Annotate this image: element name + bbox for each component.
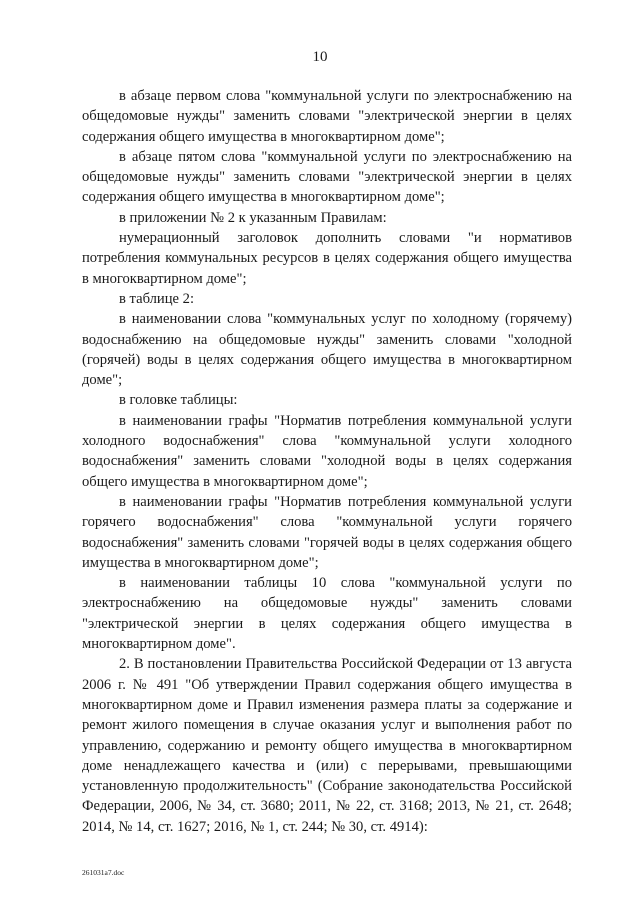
paragraph-9: в наименовании графы "Норматив потребления коммунальной услуги горячего водоснабжения" слова "коммунальной услуги горячего водоснабжения" заменить словами "горячей воды в целях содержания общего имущества в многоквартирном доме"; <box>82 493 572 571</box>
paragraph-6: в наименовании слова "коммунальных услуг по холодному (горячему) водоснабжению на общедомовые нужды" заменить словами "холодной (горячей) воды в целях содержания общего имущества в многоквартирном доме"; <box>82 311 572 389</box>
paragraph-10: в наименовании таблицы 10 слова "коммунальной услуги по электроснабжению на общедомовые нужды" заменить словами "электрической энергии в целях содержания общего имущества в многоквартирном доме". <box>82 575 572 653</box>
paragraph-7: в головке таблицы: <box>119 392 238 409</box>
paragraph-5: в таблице 2: <box>119 290 195 307</box>
paragraph-11: 2. В постановлении Правительства Российской Федерации от 13 августа 2006 г. № 491 "Об утверждении Правил содержания общего имущества в многоквартирном доме и Правил изменения размера платы за содержание и ремонт жилого помещения в случае оказания услуг и выполнения работ по управлению, содержанию и ремонту общего имущества в многоквартирном доме ненадлежащего качества и (или) с перерывами, превышающими установленную продолжительность" (Собрание законодательства Российской Федерации, 2006, № 34, ст. 3680; 2011, № 22, ст. 3168; 2013, № 21, ст. 2648; 2014, № 14, ст. 1627; 2016, № 1, ст. 244; № 30, ст. 4914): <box>82 656 572 835</box>
paragraph-4: нумерационный заголовок дополнить словами "и нормативов потребления коммунальных ресурсов в целях содержания общего имущества в многоквартирном доме"; <box>82 230 572 287</box>
paragraph-3: в приложении № 2 к указанным Правилам: <box>119 209 387 226</box>
paragraph-2: в абзаце пятом слова "коммунальной услуги по электроснабжению на общедомовые нужды" заменить словами "электрической энергии в целях содержания общего имущества в многоквартирном доме"; <box>82 148 572 206</box>
file-footer: 261031a7.doc <box>82 868 125 877</box>
page-number: 10 <box>312 49 328 65</box>
paragraph-8: в наименовании графы "Норматив потребления коммунальной услуги холодного водоснабжения" слова "коммунальной услуги холодного водоснабжения" заменить словами "холодной воды в целях содержания общего имущества в многоквартирном доме"; <box>82 412 572 490</box>
paragraph-1: в абзаце первом слова "коммунальной услуги по электроснабжению на общедомовые нужды" заменить словами "электрической энергии в целях содержания общего имущества в многоквартирном доме"; <box>82 88 572 145</box>
document-body <box>82 86 572 837</box>
